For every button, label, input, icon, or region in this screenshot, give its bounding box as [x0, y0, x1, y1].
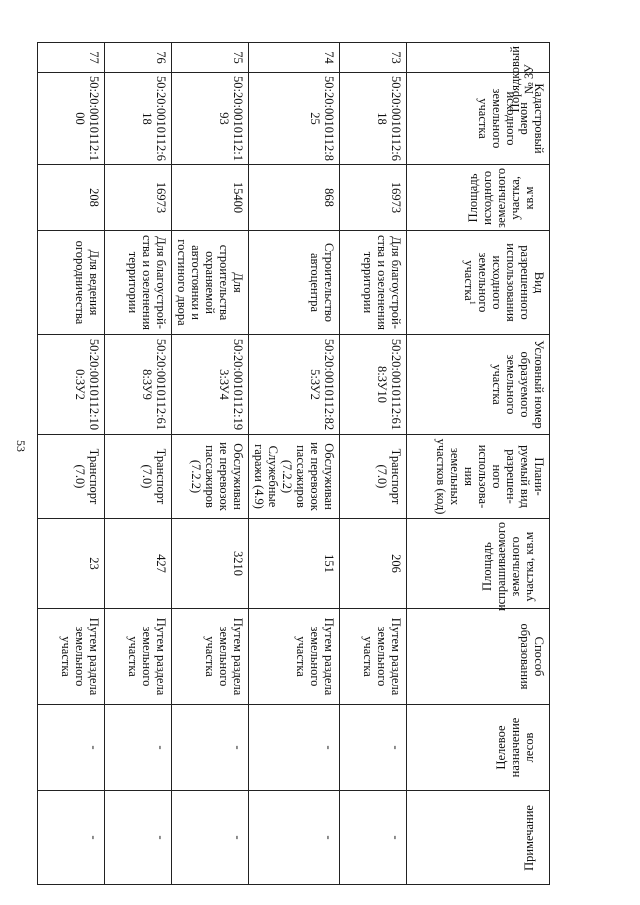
- cell-note: -: [340, 791, 407, 885]
- cell-note: -: [38, 791, 105, 885]
- table-row: [249, 43, 340, 885]
- table-row: [172, 43, 249, 885]
- cell-formation-method: Путем раздела земельного участка: [105, 609, 172, 705]
- cell-forest-purpose: -: [38, 705, 105, 791]
- cell-new-number: 50:20:0010112:618:ЗУ9: [105, 335, 172, 435]
- cell-forest-purpose: -: [249, 705, 340, 791]
- cell-requested-area: 151: [249, 519, 340, 609]
- cell-cadastral-number: 50:20:0010112:100: [38, 73, 105, 165]
- cell-new-number: 50:20:0010112:618:ЗУ10: [340, 335, 407, 435]
- cell-note: -: [105, 791, 172, 885]
- cell-planned-use: Обслуживан ие перевозок пассажиров (7.2.2): [172, 435, 249, 519]
- header-row: [407, 43, 550, 885]
- land-plots-table: [37, 42, 550, 885]
- page-number: 53: [14, 440, 28, 452]
- cell-new-number: 50:20:0010112:100:ЗУ2: [38, 335, 105, 435]
- cell-formation-method: Путем раздела земельного участка: [340, 609, 407, 705]
- cell-permitted-use: Для благоустрой-ства и озеленения территории: [105, 231, 172, 335]
- cell-cadastral-number: 50:20:0010112:193: [172, 73, 249, 165]
- cell-requested-area: 206: [340, 519, 407, 609]
- cell-permitted-use: Строительство автоцентра: [249, 231, 340, 335]
- cell-forest-purpose: -: [105, 705, 172, 791]
- cell-new-number: 50:20:0010112:193:ЗУ4: [172, 335, 249, 435]
- table-row: [38, 43, 105, 885]
- header-source-area: Площадь исходного земельного участка, кв.м: [407, 165, 550, 231]
- cell-source-area: 15400: [172, 165, 249, 231]
- cell-permitted-use: Для благоустрой-ства и озеленения территории: [340, 231, 407, 335]
- cell-note: -: [172, 791, 249, 885]
- cell-source-area: 16973: [105, 165, 172, 231]
- cell-planned-use: Транспорт (7.0): [105, 435, 172, 519]
- cell-order-number: 75: [172, 43, 249, 73]
- cell-forest-purpose: -: [340, 705, 407, 791]
- cell-planned-use: Транспорт (7.0): [38, 435, 105, 519]
- cell-planned-use: Обслуживан ие перевозок пассажиров (7.2.2) Служебные гаражи (4.9): [249, 435, 340, 519]
- cell-formation-method: Путем раздела земельного участка: [38, 609, 105, 705]
- cell-cadastral-number: 50:20:0010112:825: [249, 73, 340, 165]
- header-planned-use: Плани-руемый вид разрешен-ного использова-ния земельных участков (код): [407, 435, 550, 519]
- cell-requested-area: 23: [38, 519, 105, 609]
- cell-order-number: 73: [340, 43, 407, 73]
- cell-permitted-use: Для строительства охраняемой автостоянки и гостиного двора: [172, 231, 249, 335]
- cell-forest-purpose: -: [172, 705, 249, 791]
- cell-formation-method: Путем раздела земельного участка: [172, 609, 249, 705]
- cell-requested-area: 427: [105, 519, 172, 609]
- cell-order-number: 76: [105, 43, 172, 73]
- cell-note: -: [249, 791, 340, 885]
- header-note: Примечание: [407, 791, 550, 885]
- cell-cadastral-number: 50:20:0010112:618: [340, 73, 407, 165]
- cell-planned-use: Транспорт (7.0): [340, 435, 407, 519]
- cell-new-number: 50:20:0010112:825:ЗУ2: [249, 335, 340, 435]
- header-forest-purpose: Целевое назначение лесов: [407, 705, 550, 791]
- cell-source-area: 868: [249, 165, 340, 231]
- cell-order-number: 74: [249, 43, 340, 73]
- table-row: [105, 43, 172, 885]
- cell-source-area: 208: [38, 165, 105, 231]
- header-requested-area: Площадь испрашиваемого земельного участка, кв.м: [407, 519, 550, 609]
- header-formation-method: Способ образования: [407, 609, 550, 705]
- cell-permitted-use: Для ведения огородничества: [38, 231, 105, 335]
- header-new-number: Условный номер образуемого земельного участка: [407, 335, 550, 435]
- cell-formation-method: Путем раздела земельного участка: [249, 609, 340, 705]
- header-cadastral-number: Кадастровый номер исходного земельного участка: [407, 73, 550, 165]
- cell-order-number: 77: [38, 43, 105, 73]
- table-frame: [59, 42, 550, 884]
- cell-cadastral-number: 50:20:0010112:618: [105, 73, 172, 165]
- cell-requested-area: 3210: [172, 519, 249, 609]
- table-row: [340, 43, 407, 885]
- cell-source-area: 16973: [340, 165, 407, 231]
- header-footnote: 1: [468, 300, 477, 305]
- header-order-number: Порядковый № ЗУ: [407, 43, 550, 73]
- header-permitted-use: Вид разрешенного использования исходного земельного участка$^1$: [407, 231, 550, 335]
